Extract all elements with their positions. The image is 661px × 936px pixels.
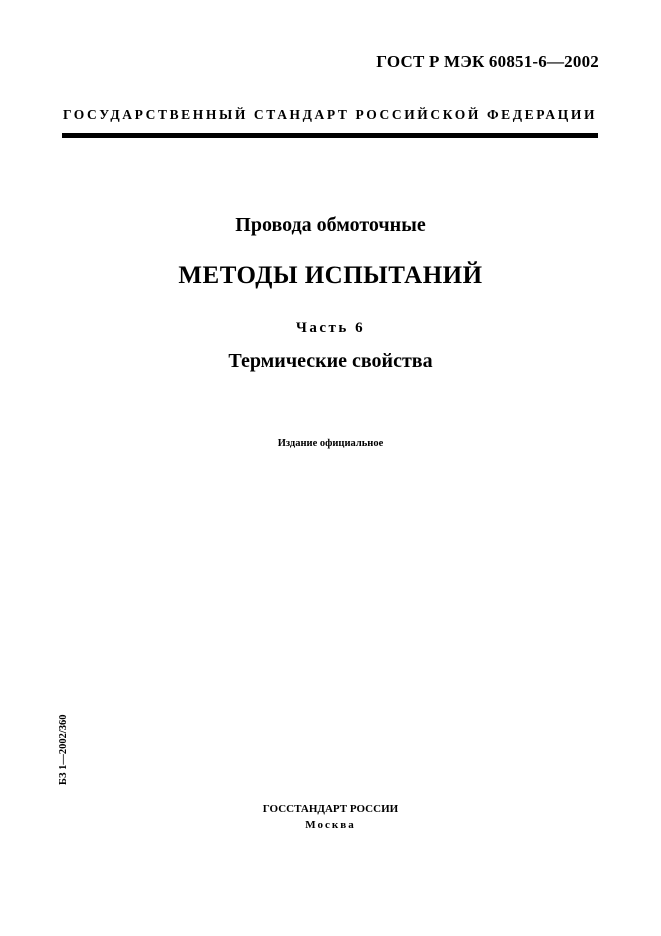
document-number: ГОСТ Р МЭК 60851-6—2002 xyxy=(376,52,599,71)
header-divider xyxy=(62,133,598,138)
part-title: Термические свойства xyxy=(228,350,433,372)
publisher-city: Москва xyxy=(305,819,356,831)
side-code: БЗ 1—2002/360 xyxy=(58,714,69,785)
edition-label: Издание официальное xyxy=(277,438,384,449)
publisher: ГОССТАНДАРТ РОССИИ xyxy=(262,803,399,815)
document-title: Провода обмоточные xyxy=(235,214,426,236)
document-subtitle: МЕТОДЫ ИСПЫТАНИЙ xyxy=(178,262,483,289)
part-label: Часть 6 xyxy=(295,320,366,336)
standard-banner: ГОСУДАРСТВЕННЫЙ СТАНДАРТ РОССИЙСКОЙ ФЕДЕРАЦИИ xyxy=(62,107,598,122)
